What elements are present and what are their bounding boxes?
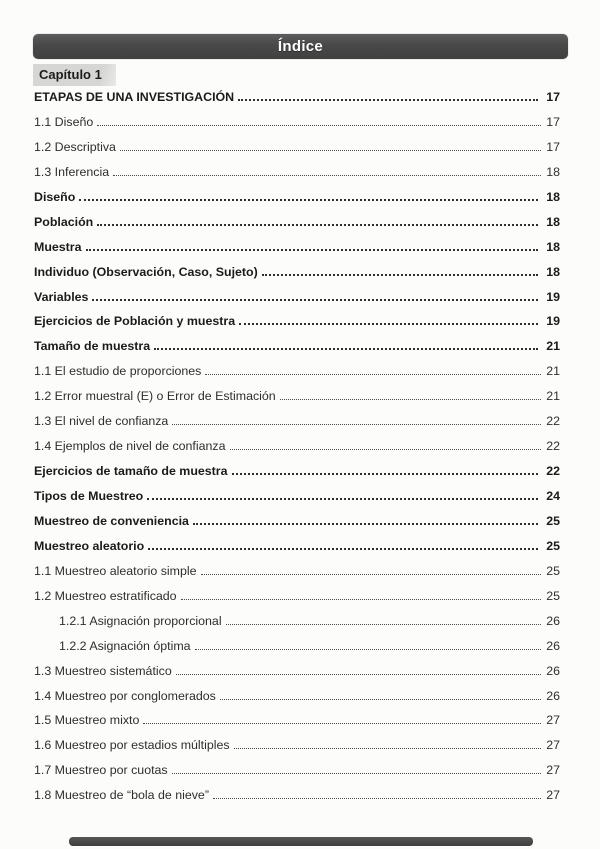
toc-entry <box>34 240 560 265</box>
dot-leader <box>143 723 541 724</box>
dot-leader <box>147 498 538 500</box>
dot-leader <box>154 348 538 350</box>
toc-entry <box>34 738 560 763</box>
footer-bar <box>69 837 533 846</box>
toc-entry <box>34 788 560 813</box>
dot-leader <box>181 599 541 600</box>
toc-entry-label: 1.3 Inferencia <box>34 164 110 179</box>
toc-entry <box>34 90 560 115</box>
toc-entry-label: 1.8 Muestreo de “bola de nieve” <box>34 788 209 803</box>
dot-leader <box>113 175 541 176</box>
toc-entry-page: 26 <box>546 663 560 678</box>
toc-entry-label: Muestreo de conveniencia <box>34 513 189 528</box>
dot-leader <box>79 199 538 201</box>
toc-entry-page: 19 <box>546 314 560 329</box>
toc-entry-label: 1.4 Muestreo por conglomerados <box>34 688 216 703</box>
toc-entry <box>34 664 560 689</box>
chapter-badge: Capítulo 1 <box>33 64 116 86</box>
dot-leader <box>213 798 541 799</box>
dot-leader <box>239 323 538 325</box>
toc-entry-label: 1.1 El estudio de proporciones <box>34 364 202 379</box>
dot-leader <box>193 523 538 525</box>
dot-leader <box>176 674 541 675</box>
toc-entry <box>34 689 560 714</box>
dot-leader <box>195 649 541 650</box>
toc-entry <box>34 713 560 738</box>
toc-entry <box>34 414 560 439</box>
toc-entry-label: Población <box>34 214 94 229</box>
dot-leader <box>205 374 541 375</box>
toc-entry-label: 1.7 Muestreo por cuotas <box>34 763 168 778</box>
toc-entry <box>34 514 560 539</box>
toc-entry-label: Individuo (Observación, Caso, Sujeto) <box>34 264 258 279</box>
toc-entry-page: 26 <box>546 613 560 628</box>
toc-entry-page: 18 <box>546 214 560 229</box>
dot-leader <box>172 424 541 425</box>
dot-leader <box>148 548 538 550</box>
dot-leader <box>97 125 541 126</box>
toc-entry-label: Diseño <box>34 189 76 204</box>
toc-entry-page: 17 <box>546 90 560 104</box>
dot-leader <box>238 99 538 101</box>
dot-leader <box>220 699 541 700</box>
dot-leader <box>92 299 538 301</box>
toc-entry-label: 1.5 Muestreo mixto <box>34 713 140 728</box>
toc-entry <box>34 639 560 664</box>
toc-entry-label: 1.1 Muestreo aleatorio simple <box>34 563 197 578</box>
toc-entry-page: 25 <box>546 588 560 603</box>
dot-leader <box>97 224 538 226</box>
toc-entry-page: 25 <box>546 513 560 528</box>
toc-entry-label: Ejercicios de tamaño de muestra <box>34 464 228 479</box>
toc-entry <box>34 539 560 564</box>
toc-entry-page: 25 <box>546 563 560 578</box>
dot-leader <box>280 399 541 400</box>
toc-entry-label: Variables <box>34 289 89 304</box>
toc-entry <box>34 364 560 389</box>
toc-entry-page: 21 <box>546 364 560 379</box>
toc-entry <box>34 290 560 315</box>
table-of-contents <box>34 90 560 813</box>
dot-leader <box>201 574 541 575</box>
dot-leader <box>234 748 541 749</box>
toc-entry <box>34 190 560 215</box>
toc-entry <box>34 489 560 514</box>
toc-entry-page: 26 <box>546 688 560 703</box>
toc-entry-label: 1.3 Muestreo sistemático <box>34 663 172 678</box>
toc-entry <box>34 265 560 290</box>
dot-leader <box>120 150 541 151</box>
toc-entry <box>34 464 560 489</box>
toc-entry-page: 24 <box>546 489 560 503</box>
toc-entry-label: 1.2.2 Asignación óptima <box>59 638 191 653</box>
toc-entry-label: 1.2 Descriptiva <box>34 139 116 154</box>
toc-entry-page: 18 <box>546 239 560 254</box>
toc-entry-label: 1.3 El nivel de confianza <box>34 414 169 429</box>
dot-leader <box>230 449 542 450</box>
toc-entry-label: 1.2.1 Asignación proporcional <box>59 613 222 628</box>
toc-entry-label: Tamaño de muestra <box>34 339 151 354</box>
toc-entry <box>34 215 560 240</box>
toc-entry <box>34 614 560 639</box>
toc-entry-label: 1.6 Muestreo por estadios múltiples <box>34 738 230 753</box>
toc-entry-page: 27 <box>546 713 560 728</box>
toc-entry-page: 25 <box>546 538 560 553</box>
toc-entry-page: 17 <box>546 139 560 154</box>
toc-entry-page: 27 <box>546 738 560 753</box>
dot-leader <box>86 249 538 251</box>
toc-entry-label: Muestreo aleatorio <box>34 538 145 553</box>
toc-entry <box>34 589 560 614</box>
toc-entry-page: 26 <box>546 638 560 653</box>
toc-entry-label: Ejercicios de Población y muestra <box>34 314 236 329</box>
toc-entry-page: 27 <box>546 788 560 803</box>
toc-entry-page: 22 <box>546 464 560 479</box>
dot-leader <box>262 274 538 276</box>
toc-entry-label: 1.1 Diseño <box>34 114 94 129</box>
toc-entry-page: 19 <box>546 289 560 304</box>
dot-leader <box>232 473 538 475</box>
toc-entry <box>34 763 560 788</box>
toc-entry <box>34 314 560 339</box>
toc-entry <box>34 165 560 190</box>
toc-entry-page: 18 <box>546 164 560 179</box>
toc-entry-label: 1.2 Error muestral (E) o Error de Estimación <box>34 389 276 404</box>
toc-entry <box>34 389 560 414</box>
toc-entry-page: 18 <box>546 264 560 279</box>
toc-entry-label: ETAPAS DE UNA INVESTIGACIÓN <box>34 90 235 104</box>
toc-entry-label: Muestra <box>34 239 82 254</box>
dot-leader <box>226 624 541 625</box>
toc-entry-page: 17 <box>546 114 560 129</box>
toc-entry-label: 1.2 Muestreo estratificado <box>34 588 177 603</box>
toc-entry-page: 27 <box>546 763 560 778</box>
toc-entry <box>34 115 560 140</box>
toc-entry-page: 18 <box>546 189 560 204</box>
toc-entry-page: 21 <box>546 339 560 354</box>
toc-entry-page: 22 <box>546 414 560 429</box>
toc-entry <box>34 439 560 464</box>
page-title: Índice <box>277 38 324 55</box>
toc-entry-label: Tipos de Muestreo <box>34 489 144 503</box>
toc-entry-page: 22 <box>546 439 560 454</box>
index-title-bar <box>33 34 568 59</box>
toc-entry <box>34 140 560 165</box>
toc-entry <box>34 564 560 589</box>
toc-entry-page: 21 <box>546 389 560 404</box>
toc-entry <box>34 339 560 364</box>
toc-entry-label: 1.4 Ejemplos de nivel de confianza <box>34 439 226 454</box>
dot-leader <box>172 773 541 774</box>
